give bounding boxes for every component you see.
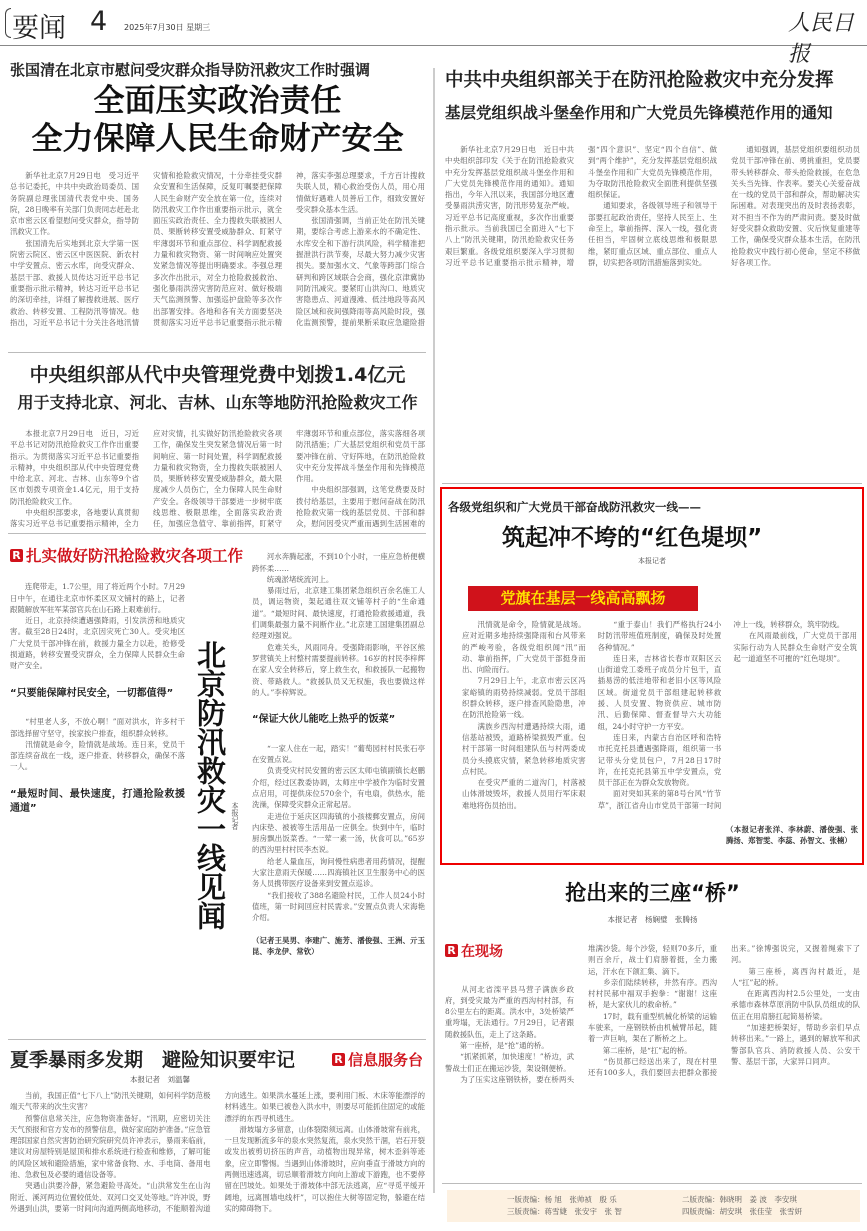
section-name: 要闻 — [12, 13, 66, 44]
divider — [8, 1039, 426, 1040]
article-body: 当前，我国正值“七下八上”防汛关键期，如何科学防范极端天气带来的次生灾害？ 预警信息常关注，应急物资准备好。“汛期，应密切关注天气预报和官方发布的预警信息，做好家庭防护准备。”应急管理部国家自然灾害防治研究院研究员许冲表示，暴雨来临前，建议对房屋特别是屋顶和排水系统进行检查和维修，了解可能的风险区域和避险措施，家中常备食物、水、手电筒、备用电池、急救包及必要的通信设备等。 突遇山洪要冷静，紧急避险寻高处。“山洪常发生在山沟附近、溪河两边位置较低处、双河口交叉处等地。”许冲说，野外遇到山洪，要第一时间向沟道两侧高地移动，不能顺着沟道方向逃生。如果洪水蔓延上涨，要利用门板、木床等能漂浮的材料逃生。如果已被卷入洪水中，则要尽可能抓住固定的或能漂浮的东西寻机逃生。 滑坡塌方多留意，山体裂隙须远离。山体滑坡常有前兆，一旦发现断流多年的泉水突然复流，泉水突然干涸，岩石开裂或发出被剪切挤压的声音，动植物出现异常，树木歪斜等迹象，应立即警惕。当遇到山体滑坡时，应向垂直于滑坡方向的两侧迅速逃离，切忌顺着滑坡方向向上游或下游跑，也不要停留在凹坡处。如果处于滑坡体中部无法逃离，应“寻觅平缓开阔地，远离围墙电线杆”，可以抱住大树等固定物，躲避在结实的障碍物下。 — [10, 1091, 425, 1213]
article-body — [445, 943, 860, 1173]
article-zhang-guoqing — [10, 58, 425, 336]
paragraph: 从河北省滦平县马营子满族乡政府，到受灾最为严重的西沟村村部，有8公里左右的距离。洪水中，3处桥梁严重垮塌，无法通行。7月29日，记者跟随救援队伍，走上了这条路。 第一座桥，是“抢”通的桥。 “抓紧抓紧，加快速度！”桥边，武警战士们正在搬运沙袋，架设钢便桥。 为了压实这座钢铁桥，要在桥两头堆满沙袋。每个沙袋，轻则70多斤，重则百余斤，战士们肩膀着挺，全力搬运，汗水在下颌汇集、滴下。 乡亲们陆续转移，井然有序。西沟村村民郝中福双手抱拳：“谢谢！这座桥，是大家伙儿的救命桥。” 17时，载有重型机械化桥梁的运输车驶来，一座钢铁桥由机械臂吊起，随着一声巨响，架在了断桥之上。 第二座桥，是“扛”起的桥。 “伤员都已经送出来了，现在村里还有100多人，我们要回去把群众都接出来。”徐博强说完，又握着绳索下了河。 第三座桥，离西沟村最近，是人“扛”起的桥。 在距离西沟村2.5公里处，一支由承德市森林草原消防中队队员组成的队伍正在用肩膀扛起简易桥梁。 “加速把桥架好，帮助乡亲们早点转移出来。”一路上，遇到的解放军和武警部队官兵、消防救援人员、公安干警、基层干部，大家异口同声。 — [445, 944, 860, 1084]
editor-credit: 一版责编：杨 旭 张帅祯 殷 乐 — [507, 1195, 617, 1204]
article-title: 全面压实政治责任 — [93, 83, 342, 119]
section-heading — [10, 544, 246, 566]
r-badge-icon: R — [332, 1053, 345, 1066]
article-body — [252, 540, 425, 1030]
divider — [8, 533, 426, 534]
editor-credit: 三版责编：蒋雪婕 张安宇 张 智 — [507, 1207, 622, 1216]
editors-row — [507, 1194, 860, 1206]
column-divider — [433, 68, 435, 1193]
article-notice — [445, 64, 860, 464]
article-title: 夏季暴雨多发期 避险知识要牢记 — [10, 1049, 296, 1071]
r-badge-icon: R — [445, 944, 458, 957]
article-title: 全力保障人民生命财产安全 — [31, 121, 404, 157]
article-title: 用于支持北京、河北、吉林、山东等地防汛抢险救灾工作 — [17, 393, 418, 412]
article-kicker: 各级党组织和广大党员干部奋战防汛救灾一线—— — [448, 500, 701, 514]
article-title: 抢出来的三座“桥” — [565, 881, 740, 905]
article-beijing-flood — [10, 540, 425, 1030]
article-title: 中央组织部从代中央管理党费中划拨1.4亿元 — [29, 364, 406, 386]
header-bracket — [5, 8, 11, 38]
byline: 本报记者 杨娴璧 张腾扬 — [607, 915, 698, 924]
byline: 本报记者 刘温馨 — [130, 1075, 190, 1084]
editors-row — [507, 1206, 860, 1218]
article-title: 基层党组织战斗堡垒作用和广大党员先锋模范作用的通知 — [445, 104, 833, 122]
subsection-banner: 党旗在基层一线高高飘扬 — [468, 586, 698, 611]
article-title: 筑起冲不垮的“红色堤坝” — [502, 525, 763, 551]
vertical-title: 北京防汛救灾一线见闻 — [193, 640, 227, 930]
article-kicker: 张国清在北京市慰问受灾群众指导防汛救灾工作时强调 — [10, 61, 371, 79]
article-body — [10, 570, 185, 1030]
editors-box — [447, 1190, 860, 1222]
article-title: 中共中央组织部关于在防汛抢险救灾中充分发挥 — [445, 70, 834, 91]
section-tag — [332, 1051, 423, 1069]
newspaper-logo: 人民日报 — [788, 11, 855, 67]
article-body: 汛情就是命令，险情就是战场。应对近期多地持续强降雨和台风带来的严峻考验，各级党组织闻“汛”而动、靠前指挥，广大党员干部挺身而出、向险而行。 7月29日上午，北京市密云区冯家峪镇的雨势持续减弱。党员干部组织群众转移，逐户排查风险隐患，冲在防汛抢险第一线。 满族乡西沟村遭遇持续大雨，通信基站被毁，道路桥梁损毁严重。包村干部第一时间组建队伍与村两委成员分头摸底灾情，紧急转移地质灾害点村民。 在受灾严重的二道沟门，村落被山体滑坡毁坏，救援人员用行军床艰难地将伤员抬出。 “重于泰山！我们严格执行24小时防汛带班值班制度，确保及时处置各种情况。” 连日来，吉林省长春市双阳区云山街道党工委班子成员分片包干，直插易涝的低洼地带和老旧小区等风险区域。街道党员干部组建起转移救援、人员安置、物资供应、城市防汛、后勤保障、督查督导六大功能组，24小时守护一方平安。 连日来，内蒙古自治区呼和浩特市托克托县遭遇强降雨，组织第一书记带头分党员包户，7月28日17时许，在托克托县第五中学安置点，党员干部正在为群众发放物资。 面对突如其来的第8号台风“竹节草”，浙江省舟山市党员干部第一时间冲上一线，转移群众，筑牢防线。 在风雨最前线，广大党员干部用实际行动为人民群众生命财产安全筑起一道道坚不可摧的“红色堤坝”。 — [462, 620, 857, 810]
divider — [442, 483, 862, 484]
subheading: “最短时间、最快速度，打通抢险救援通道” — [10, 789, 185, 815]
article-rainstorm-tips — [10, 1046, 425, 1231]
editor-credit: 四版责编：胡安琪 张佳莹 张雪妍 — [682, 1207, 802, 1216]
section-heading-text: 扎实做好防汛抢险救灾各项工作 — [26, 547, 244, 565]
editor-credit: 二版责编：韩晓明 姜 波 李安琪 — [682, 1195, 797, 1204]
r-badge-icon: R — [10, 549, 23, 562]
section-tag-text: 信息服务台 — [348, 1051, 424, 1069]
paragraph: 连爬带走，1.7公里，用了将近两个小时。7月29日中午，在通往北京市怀柔区双文铺村的路上，记者跟随解放军驻军某部官兵在山石路上艰难前行。 近日，北京持续遭遇强降雨，引发洪涝和地质灾害。截至28日24时，北京因灾死亡30人。受灾地区广大党员干部冲锋在前，救援力量全力以赴，抢修受损道路，转移安置受灾群众，全力保障人民群众生命财产安全。 — [10, 582, 185, 671]
section-heading — [445, 941, 503, 961]
paragraph: 河水奔腾起涨，不到10个小时，一座应急桥便横跨怀柔…… 统魂淤堵统流河上。 暴雨过后，北京建工集团紧急组织百余名施工人员，调运物资，架起通往双文铺等村子的“生命通道”。“最短时间、最快速度，打通抢险救援通道，我们调集最强力量不间断作业。”北京建工国建集团副总经理刘强说。 危难关头，风雨同舟。受强降雨影响，平谷区熊罗营镇关上村整村需要提前转移。16岁的村民李梓辉在家人安全转移后，穿上救生衣，和救援队一起搬物资、带路救人。“救援队员又无权施，我也要做这样的人。”李梓辉说。 — [252, 552, 425, 697]
byline: 本报记者 — [231, 802, 239, 830]
paragraph: “一家人住在一起，踏实！”葡萄园村村民张石亭在安置点说。 负责受灾村民安置的密云区太师屯镇副镇长赵鹏介绍，经过区教委协调，太师庄中学被作为临时安置点启用，可提供床位570余个，有电扇，供热水，能洗澡，保障受灾群众正常起居。 走进位于延庆区四海镇的小孩楼郵安置点，房间内床垫、被被等生活用品一应俱全。快到中午，临时厨房飘出饭菜香。“一荤一素一汤，伙食可以。”65岁的西沟里村村民李杰说。 给老人量血压，询问慢性病患者用药情况，提醒大家注意雨天保暖……四海镇社区卫生服务中心的医务人员携带医疗设备来到安置点巡诊。 “我们接收了388名避险村民，工作人员24小时值班，第一时间回应村民需求。”安置点负责人宋海艳介绍。 — [252, 743, 425, 923]
reporter-credits: （本报记者张洋、李林蔚、潘俊强、张腾扬、郑智雯、李蕊、孙智文、张楠） — [726, 825, 858, 846]
page-number: 4 — [90, 6, 108, 37]
byline: 本报记者 — [638, 557, 666, 565]
divider — [442, 1183, 862, 1184]
article-body: 新华社北京7月29日电 近日中共中央组织部印发《关于在防汛抢险救灾中充分发挥基层党组织战斗堡垒作用和广大党员先锋模范作用的通知》。通知指出，今年入汛以来，我国部分地区遭受暴雨洪涝灾害，防汛形势复杂严峻。习近平总书记高度重视，多次作出重要指示批示。当前我国已全面进入“七下八上”防汛关键期，防汛抢险救灾任务艰巨繁重。各级党组织要深入学习贯彻习近平总书记重要指示批示精神，增强“四个意识”、坚定“四个自信”、做到“两个维护”，充分发挥基层党组织战斗堡垒作用和广大党员先锋模范作用，为夺取防汛抢险救灾全面胜利提供坚强组织保证。 通知要求，各级领导班子和领导干部要扛起政治责任，坚持人民至上、生命至上，靠前指挥、深入一线，强化责任担当，牢固树立底线思维和极限思维，紧盯重点区域、重点部位、重点人群，切实把各项防汛措施落到实处。 通知强调，基层党组织要组织动员党员干部冲锋在前、勇挑重担，党员要带头转移群众、带头抢险救援，在危急关头当先锋、作表率。要关心关爱奋战在一线的党员干部和群众，帮助解决实际困难。对表现突出的及时表扬表彰，对不担当不作为的严肃问责。要及时做好受灾群众救助安置、灾后恢复重建等工作，确保受灾群众基本生活，在防汛抢险救灾中践行初心使命，坚定不移做好各项工作。 — [445, 145, 860, 267]
article-body: 本报北京7月29日电 近日，习近平总书记对防汛抢险救灾工作作出重要指示。为贯彻落实习近平总书记重要指示精神，中央组织部从代中央管理党费中给北京、河北、吉林、山东等9个省区市划拨专项资金1.4亿元，用于支持防汛抢险救灾工作。 中央组织部要求，各地要认真贯彻落实习近平总书记重要指示精神，全力应对灾情，扎实做好防汛抢险救灾各项工作，确保发生突发紧急情况后第一时间响应、第一时间处置，科学调配救援力量和救灾物资，全力搜救失联被困人员，果断转移安置受威胁群众，最大限度减少人员伤亡，全力保障人民生命财产安全。各级领导干部要进一步树牢底线思维、极限思维，全面落实政治责任，加强应急值守、靠前指挥，盯紧守牢薄弱环节和重点部位，落实落细各项防汛措施；广大基层党组织和党员干部要冲锋在前、守好阵地，在防汛抢险救灾中充分发挥战斗堡垒作用和先锋模范作用。 中央组织部强调，这笔党费要及时拨付给基层，主要用于慰问奋战在防汛抢险救灾第一线的基层党员、干部和群众，慰问因受灾严重而遇到生活困难的 — [10, 429, 425, 529]
page-header — [0, 0, 867, 67]
article-red-dam — [440, 487, 864, 865]
issue-date: 2025年7月30日 星期三 — [124, 23, 211, 32]
divider — [8, 352, 426, 353]
article-body: 新华社北京7月29日电 受习近平总书记委托，中共中央政治局委员、国务院副总理张国清代表党中央、国务院，28日晚率有关部门负责同志赶赴北京市密云区看望慰问受灾群众，指导防汛救灾工作。 张国清先后实地到北京大学第一医院密云院区、密云区中医医院、新农村中学安置点、密云水库，向受灾群众、基层干部、救援人员传达习近平总书记重要指示批示精神，转达习近平总书记的深切牵挂，详细了解搜救进展、医疗救治、转移安置、工程防汛等情况。他指出，习近平总书记十分关注各地汛情灾情和抢险救灾情况，十分牵挂受灾群众安置和生活保障，反复叮嘱要把保障人民生命财产安全放在第一位，连续对防汛救灾工作作出重要指示批示，就全面压实政治责任、全力搜救失联被困人员、果断转移安置受威胁群众、盯紧守牢薄弱环节和重点部位、科学调配救援力量和救灾物资、第一时间响应处置突发紧急情况等提出明确要求。李强总理多次作出批示，对全力抢险救援救治、强化暴雨洪涝灾害防范应对、做好极端天气监测预警、加强巡护盘险等多次作出部署安排。各地和各有关方面要坚决贯彻落实习近平总书记重要指示批示精神，落实李强总理要求，千方百计搜救失联人员，精心救治受伤人员，用心用情做好遇难人员善后工作，细致安置好受灾群众基本生活。 张国清强调，当前正处在防汛关键期，要综合考虑上游来水的不确定性、水库安全和下游行洪风险，科学精准把握泄洪行洪节奏，尽最大努力减少灾害损失。要加强水文、气象等跨部门综合研判和跨区域联合会商，强化京津冀协同防汛减灾。要紧盯山洪沟口、地质灾害隐患点、河道漫滩、低洼地段等高风险区域和夜间强降雨等高风险时段，强化监测预警，提前果断采取应急避险措 — [10, 171, 425, 327]
paragraph: “村里老人多，不放心啊！”面对洪水，许多村干部选择留守坚守，挨家挨户排查，组织群众转移。 汛情就是命令，险情就是战场。连日来，党员干部连续奋战在一线，逐户排查、转移群众，确保不落一人。 — [10, 717, 185, 772]
article-party-fee — [10, 362, 425, 530]
article-three-bridges — [445, 878, 860, 1173]
subheading: “只要能保障村民安全，一切都值得” — [10, 687, 174, 699]
subheading: “保证大伙儿能吃上热乎的饭菜” — [252, 714, 396, 726]
reporter-credits: （记者王昊男、李建广、施芳、潘俊强、王洲、亓玉昆、李龙伊、常钦） — [252, 935, 425, 957]
section-heading-text: 在现场 — [461, 944, 503, 960]
